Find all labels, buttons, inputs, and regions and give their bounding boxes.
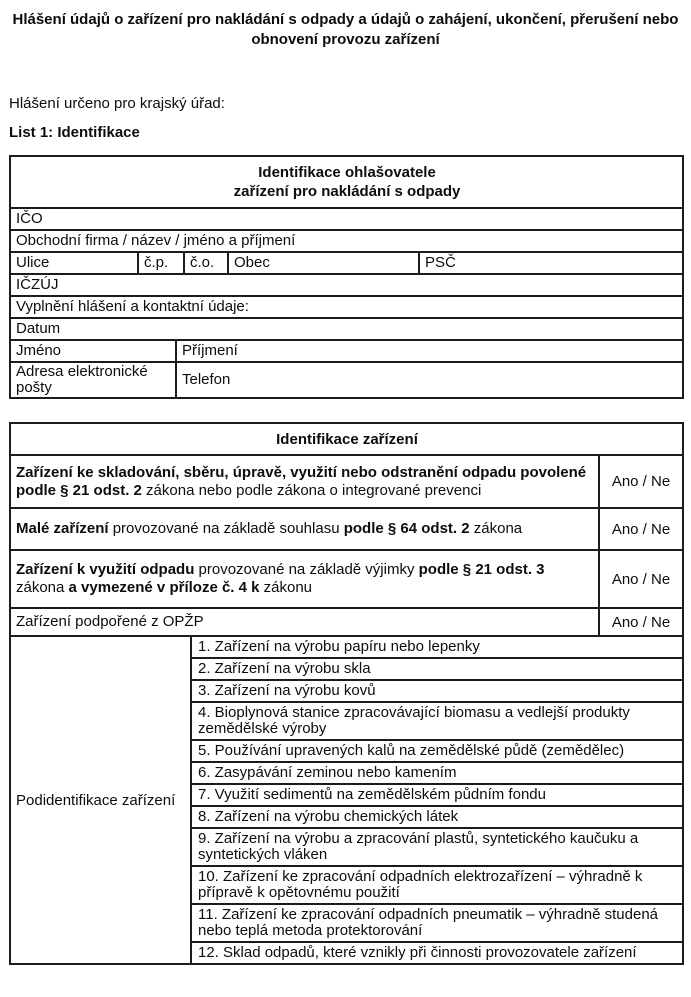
ano-ne-cell: Ano / Ne bbox=[599, 455, 683, 508]
ano-ne-cell: Ano / Ne bbox=[599, 508, 683, 550]
contact-section-row bbox=[10, 296, 683, 318]
reporter-table-title-line2: zařízení pro nakládání s odpady bbox=[233, 183, 461, 200]
facility-table-header-row bbox=[10, 423, 683, 455]
address-row bbox=[10, 252, 683, 274]
facility-table-title: Identifikace zařízení bbox=[10, 423, 683, 455]
facility-question-row bbox=[10, 550, 683, 608]
contact-section-label: Vyplnění hlášení a kontaktní údaje: bbox=[10, 296, 683, 318]
company-field: Obchodní firma / název / jméno a příjmení bbox=[10, 230, 683, 252]
email-field: Adresa elektronické pošty bbox=[10, 362, 176, 398]
facility-question-row bbox=[10, 455, 683, 508]
municipality-field: Obec bbox=[228, 252, 419, 274]
subid-item: 12. Sklad odpadů, které vznikly při činnosti provozovatele zařízení bbox=[191, 942, 683, 964]
subid-item: 10. Zařízení ke zpracování odpadních elektrozařízení – výhradně k přípravě k opětovnému použití bbox=[191, 866, 683, 904]
house-number-field: č.p. bbox=[138, 252, 184, 274]
date-row bbox=[10, 318, 683, 340]
iczuj-field: IČZÚJ bbox=[10, 274, 683, 296]
subid-item: 7. Využití sedimentů na zemědělském půdním fondu bbox=[191, 784, 683, 806]
subid-item: 5. Používání upravených kalů na zemědělské půdě (zemědělec) bbox=[191, 740, 683, 762]
subid-item: 6. Zasypávání zeminou nebo kamením bbox=[191, 762, 683, 784]
form-title: Hlášení údajů o zařízení pro nakládání s odpady a údajů o zahájení, ukončení, přerušení nebo obnovení provozu zařízení bbox=[12, 11, 679, 48]
iczuj-row bbox=[10, 274, 683, 296]
subid-item: 1. Zařízení na výrobu papíru nebo lepenky bbox=[191, 636, 683, 658]
reporter-table-title bbox=[10, 156, 683, 208]
facility-question-cell: Malé zařízení provozované na základě souhlasu podle § 64 odst. 2 zákona bbox=[10, 508, 599, 550]
recipient-line: Hlášení určeno pro krajský úřad: bbox=[9, 95, 225, 112]
facility-question-cell: Zařízení k využití odpadu provozované na základě výjimky podle § 21 odst. 3 zákona a vymezené v příloze č. 4 k zákonu bbox=[10, 550, 599, 608]
sheet-label: List 1: Identifikace bbox=[9, 124, 140, 141]
facility-question-cell: Zařízení podpořené z OPŽP bbox=[10, 608, 599, 636]
street-field: Ulice bbox=[10, 252, 138, 274]
reporter-identification-table bbox=[9, 155, 684, 399]
subid-item: 4. Bioplynová stanice zpracovávající biomasu a vedlejší produkty zemědělské výroby bbox=[191, 702, 683, 740]
ano-ne-cell: Ano / Ne bbox=[599, 550, 683, 608]
postal-code-field: PSČ bbox=[419, 252, 683, 274]
subidentification-label: Podidentifikace zařízení bbox=[10, 636, 191, 964]
first-name-field: Jméno bbox=[10, 340, 176, 362]
reporter-table-title-line1: Identifikace ohlašovatele bbox=[258, 164, 436, 181]
reporter-table-header-row bbox=[10, 156, 683, 208]
subid-item: 9. Zařízení na výrobu a zpracování plastů, syntetického kaučuku a syntetických vláken bbox=[191, 828, 683, 866]
name-row bbox=[10, 340, 683, 362]
subid-item: 3. Zařízení na výrobu kovů bbox=[191, 680, 683, 702]
ico-row bbox=[10, 208, 683, 230]
ico-field: IČO bbox=[10, 208, 683, 230]
date-field: Datum bbox=[10, 318, 683, 340]
subid-item: 8. Zařízení na výrobu chemických látek bbox=[191, 806, 683, 828]
phone-field: Telefon bbox=[176, 362, 683, 398]
company-row bbox=[10, 230, 683, 252]
facility-question-row bbox=[10, 608, 683, 636]
orientation-number-field: č.o. bbox=[184, 252, 228, 274]
facility-question-row bbox=[10, 508, 683, 550]
facility-question-cell: Zařízení ke skladování, sběru, úpravě, využití nebo odstranění odpadu povolené podle § 21 odst. 2 zákona nebo podle zákona o integrované prevenci bbox=[10, 455, 599, 508]
email-phone-row bbox=[10, 362, 683, 398]
subid-row bbox=[10, 636, 683, 658]
ano-ne-cell: Ano / Ne bbox=[599, 608, 683, 636]
facility-identification-table bbox=[9, 422, 684, 965]
subid-item: 11. Zařízení ke zpracování odpadních pneumatik – výhradně studená nebo teplá metoda protektorování bbox=[191, 904, 683, 942]
subid-item: 2. Zařízení na výrobu skla bbox=[191, 658, 683, 680]
last-name-field: Příjmení bbox=[176, 340, 683, 362]
